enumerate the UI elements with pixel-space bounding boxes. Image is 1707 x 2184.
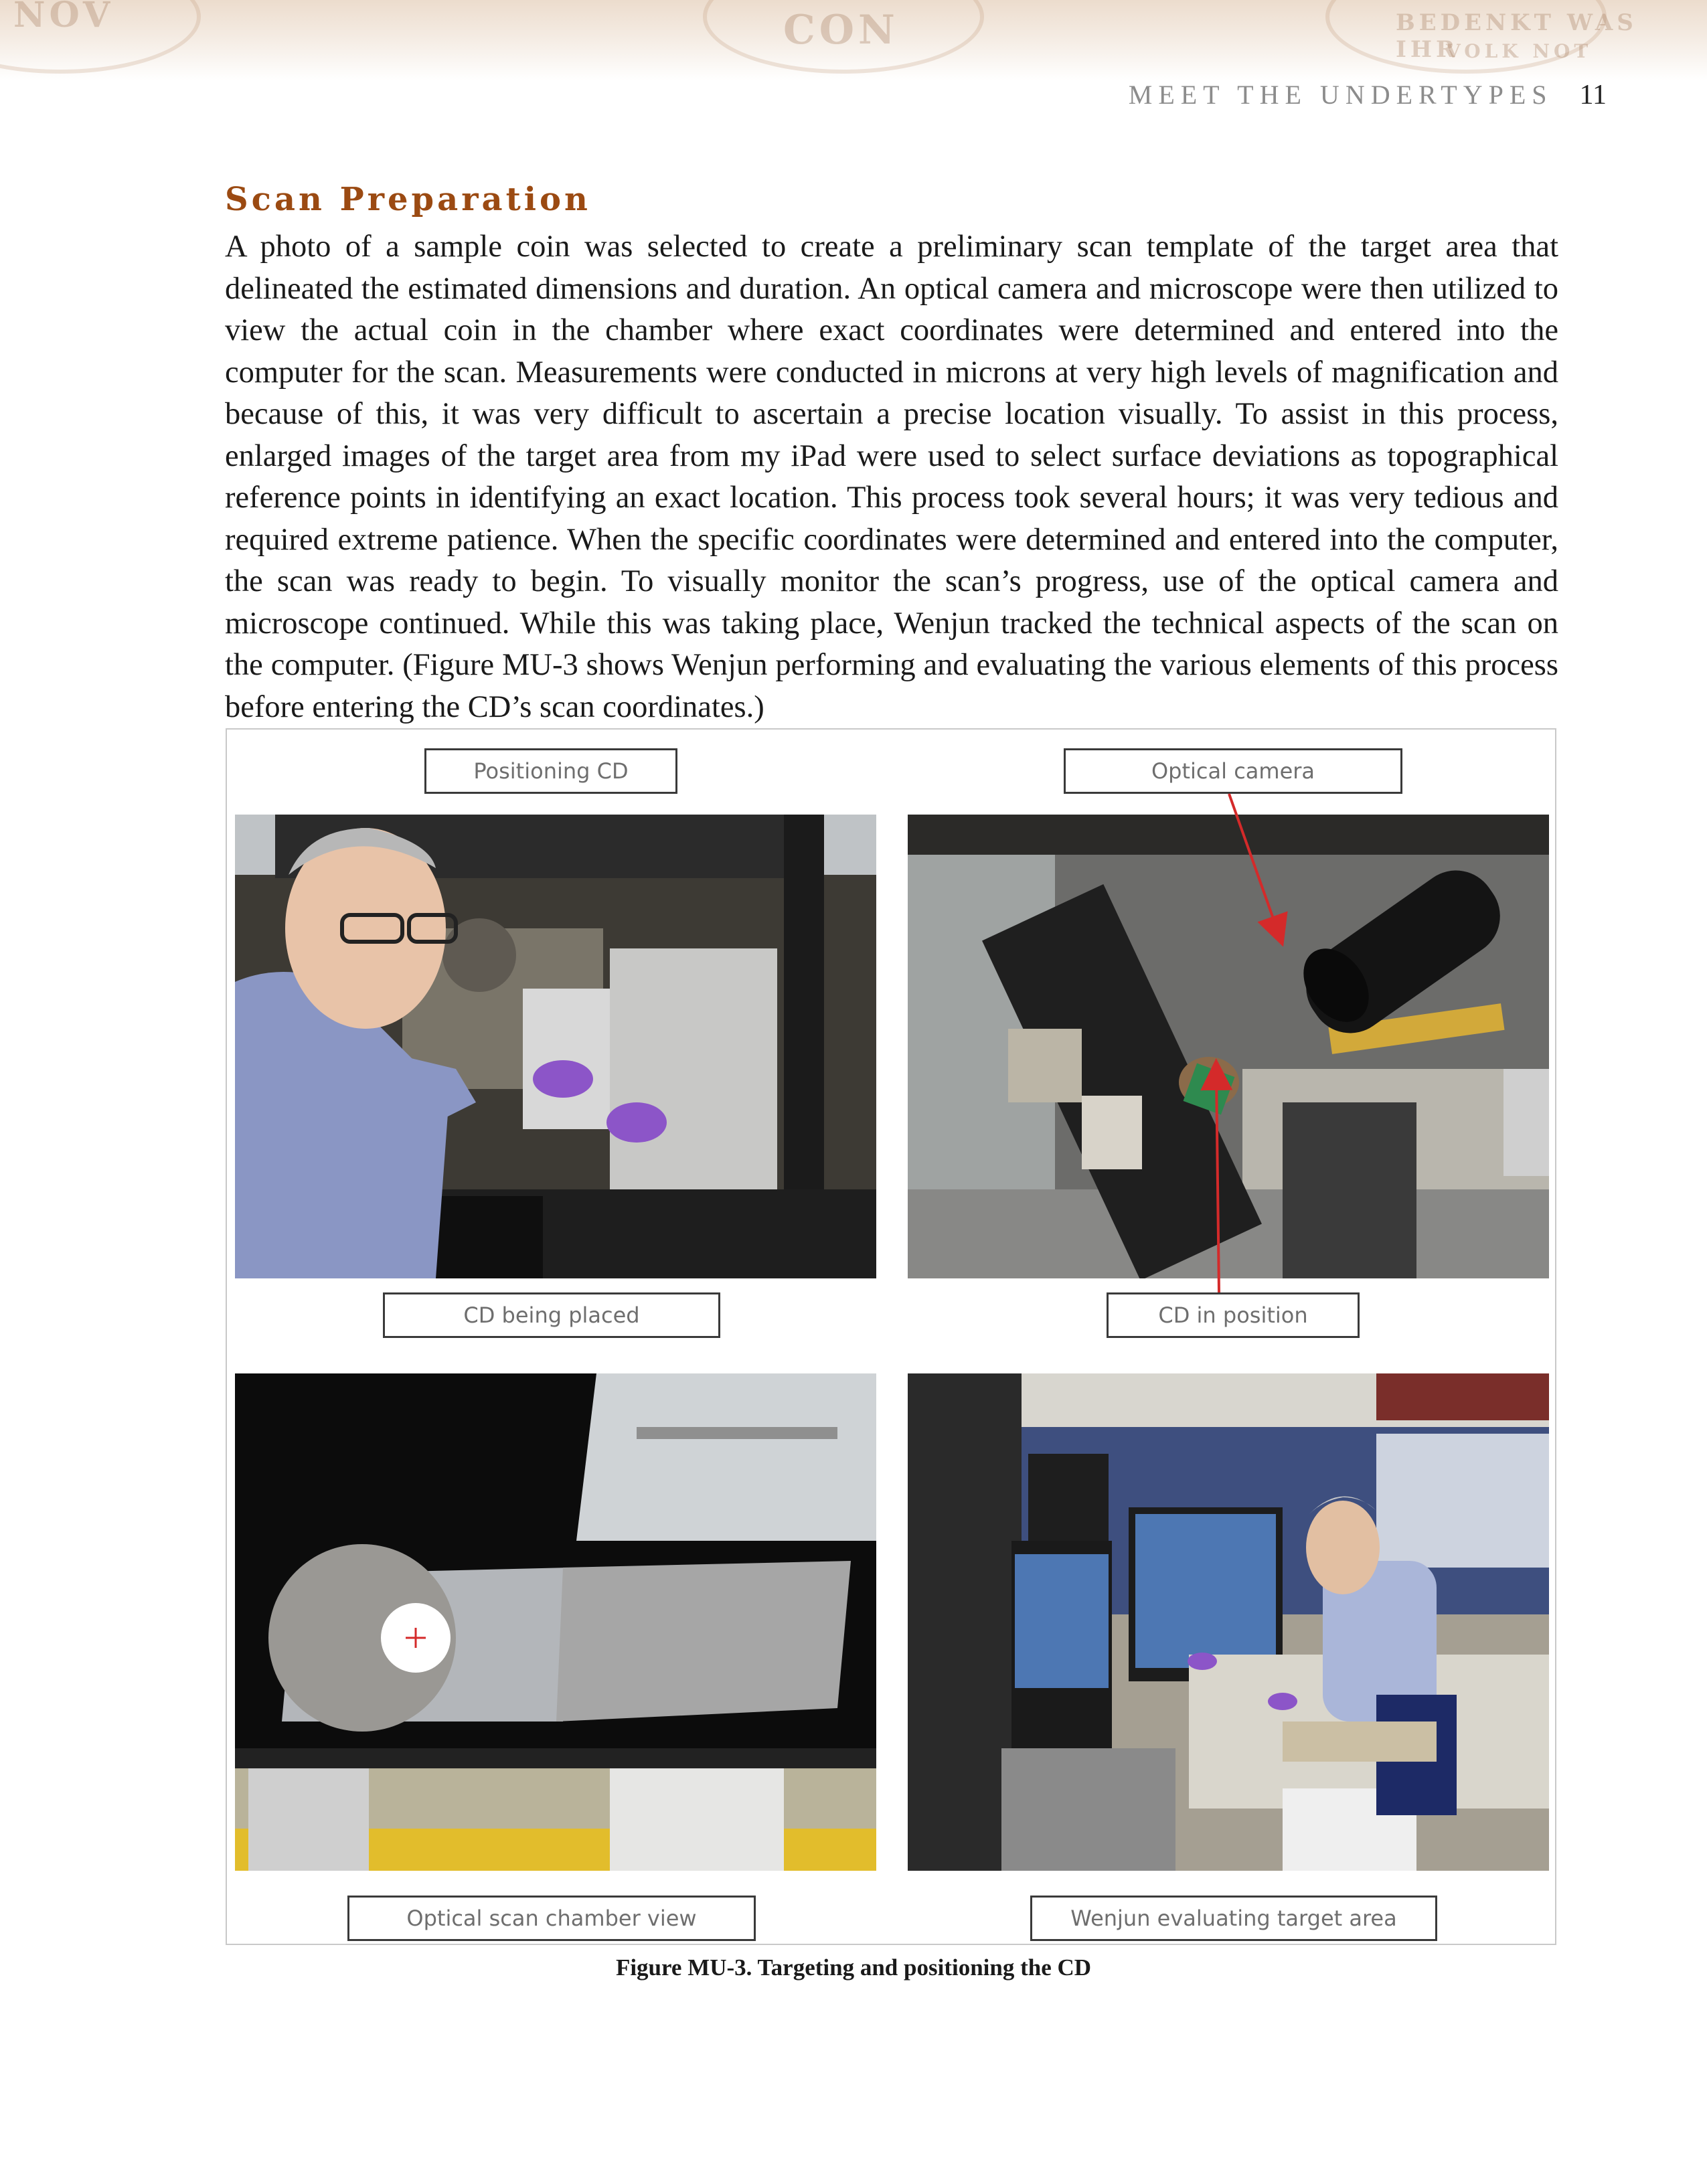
label-positioning-cd: Positioning CD bbox=[424, 748, 677, 794]
label-optical-scan-chamber-view: Optical scan chamber view bbox=[347, 1896, 756, 1941]
figure-frame bbox=[226, 728, 1556, 1945]
photo-wenjun-evaluating-target-area bbox=[908, 1373, 1549, 1871]
banner-text: CON bbox=[783, 7, 899, 54]
section-heading: Scan Preparation bbox=[225, 181, 591, 218]
label-cd-in-position: CD in position bbox=[1107, 1292, 1360, 1338]
label-optical-camera: Optical camera bbox=[1064, 748, 1402, 794]
running-head bbox=[1129, 79, 1607, 111]
banner-text: NOV bbox=[13, 0, 114, 35]
decorative-header-banner bbox=[0, 0, 1707, 80]
figure-caption: Figure MU-3. Targeting and positioning the CD bbox=[615, 1954, 1092, 1981]
banner-text: VOLK NOT bbox=[1446, 40, 1593, 62]
label-cd-being-placed: CD being placed bbox=[383, 1292, 720, 1338]
body-paragraph: A photo of a sample coin was selected to create a preliminary scan template of the target area that delineated the estimated dimensions and duration. An optical camera and microscope were then utilized to view the actual coin in the chamber where exact coordinates were determined and entered into the computer for the scan. Measurements were conducted in microns at very high levels of magnification and because of this, it was very difficult to ascertain a precise location visually. To assist in this process, enlarged images of the target area from my iPad were used to select surface deviations as topographical reference points in identifying an exact location. This process took several hours; it was very tedious and required extreme patience. When the specific coordinates were determined and entered into the computer, the scan was ready to begin. To visually monitor the scan’s progress, use of the optical camera and microscope continued. While this was taking place, Wenjun tracked the technical aspects of the scan on the computer. (Figure MU-3 shows Wenjun performing and evaluating the various elements of this process before entering the CD’s scan coordinates.) bbox=[225, 230, 1558, 724]
page-number: 11 bbox=[1579, 80, 1607, 110]
running-title: MEET THE UNDERTYPES bbox=[1128, 80, 1553, 110]
photo-cd-in-position bbox=[908, 815, 1549, 1278]
label-wenjun-evaluating-target-area: Wenjun evaluating target area bbox=[1030, 1896, 1437, 1941]
banner-text: BEDENKT WAS IHR bbox=[1396, 9, 1637, 63]
photo-cd-being-placed bbox=[235, 815, 876, 1278]
photo-optical-scan-chamber-view bbox=[235, 1373, 876, 1871]
